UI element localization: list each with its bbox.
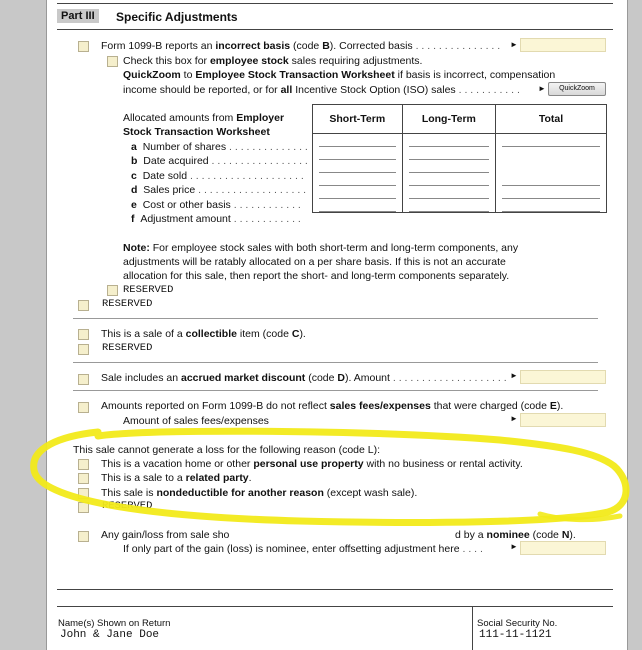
table-row — [313, 147, 607, 160]
short-term-cost-field[interactable] — [319, 186, 396, 199]
reserved-label: RESERVED — [102, 342, 153, 354]
long-term-shares-field[interactable] — [409, 134, 489, 147]
sales-fees-checkbox[interactable] — [78, 402, 89, 413]
quickzoom-text-line2: income should be reported, or for all Incentive Stock Option (ISO) sales . . . . . . . . . . . — [123, 84, 520, 96]
quickzoom-button[interactable]: QuickZoom — [548, 82, 606, 96]
form-page — [46, 0, 628, 650]
top-rule — [57, 3, 613, 4]
reserved-checkbox[interactable] — [78, 300, 89, 311]
short-term-shares-field[interactable] — [319, 134, 396, 147]
collectible-checkbox[interactable] — [78, 329, 89, 340]
short-term-adjustment-field[interactable] — [319, 199, 396, 212]
allocated-table — [312, 104, 607, 213]
row-label-b: b Date acquired . . . . . . . . . . . . . . . . . — [131, 155, 308, 167]
nominee-text-end: d by a nominee (code N). — [455, 529, 576, 541]
short-term-price-field[interactable] — [319, 173, 396, 186]
nominee-checkbox[interactable] — [78, 531, 89, 542]
long-term-price-field[interactable] — [409, 173, 489, 186]
col-total: Total — [496, 105, 607, 134]
table-row — [313, 199, 607, 213]
arrow-icon: ► — [510, 371, 518, 380]
part-rule — [57, 29, 613, 30]
allocated-title-line1: Allocated amounts from Employer — [123, 112, 285, 124]
long-term-adjustment-field[interactable] — [409, 199, 489, 212]
nondeductible-text: This sale is nondeductible for another reason (except wash sale). — [101, 487, 418, 499]
incorrect-basis-checkbox[interactable] — [78, 41, 89, 52]
ssn-value[interactable]: 111-11-1121 — [479, 629, 552, 641]
total-cost-field[interactable] — [502, 186, 600, 199]
long-term-cost-field[interactable] — [409, 186, 489, 199]
table-row — [313, 173, 607, 186]
divider — [57, 606, 613, 607]
col-short-term: Short-Term — [313, 105, 403, 134]
personal-use-text: This is a vacation home or other personal use property with no business or rental activity. — [101, 458, 523, 470]
row-label-a: a Number of shares . . . . . . . . . . . . . . — [131, 141, 308, 153]
part-label: Part III — [57, 9, 99, 23]
reserved-label: RESERVED — [102, 500, 153, 512]
employee-stock-checkbox[interactable] — [107, 56, 118, 67]
row-label-d: d Sales price . . . . . . . . . . . . . . . . . . . — [131, 184, 307, 196]
related-party-text: This is a sale to a related party. — [101, 472, 252, 484]
incorrect-basis-text: Form 1099-B reports an incorrect basis (code B). Corrected basis . . . . . . . . . . . . . . . — [101, 40, 501, 52]
long-term-sold-field[interactable] — [409, 160, 489, 173]
allocated-title-line2: Stock Transaction Worksheet — [123, 126, 270, 138]
total-shares-field[interactable] — [502, 134, 600, 147]
row-label-c: c Date sold . . . . . . . . . . . . . . . . . . . . — [131, 170, 304, 182]
divider — [73, 390, 598, 391]
corrected-basis-field[interactable] — [520, 38, 606, 52]
sales-fees-text: Amounts reported on Form 1099-B do not reflect sales fees/expenses that were charged (code E). — [101, 400, 564, 412]
sales-fees-amount-label: Amount of sales fees/expenses — [123, 415, 269, 427]
loss-reason-title: This sale cannot generate a loss for the following reason (code L): — [73, 444, 381, 456]
market-discount-amount-field[interactable] — [520, 370, 606, 384]
arrow-icon: ► — [510, 542, 518, 551]
quickzoom-text-line1: QuickZoom to Employee Stock Transaction Worksheet if basis is incorrect, compensation — [123, 69, 556, 81]
related-party-checkbox[interactable] — [78, 473, 89, 484]
nominee-adjustment-label: If only part of the gain (loss) is nominee, enter offsetting adjustment here . . . . — [123, 543, 483, 555]
note-line3: allocation for this sale, then report the short- and long-term components separately. — [123, 270, 510, 282]
long-term-acquired-field[interactable] — [409, 147, 489, 160]
ssn-label: Social Security No. — [477, 618, 558, 629]
note-line2: adjustments will be ratably allocated on a per share basis. If this is not an accurate — [123, 256, 506, 268]
short-term-acquired-field[interactable] — [319, 147, 396, 160]
reserved-checkbox[interactable] — [107, 285, 118, 296]
market-discount-checkbox[interactable] — [78, 374, 89, 385]
reserved-checkbox[interactable] — [78, 344, 89, 355]
reserved-label: RESERVED — [123, 284, 174, 296]
table-row — [313, 186, 607, 199]
arrow-icon: ► — [538, 84, 546, 93]
row-label-e: e Cost or other basis . . . . . . . . . . . . — [131, 199, 301, 211]
names-value[interactable]: John & Jane Doe — [60, 629, 160, 641]
col-long-term: Long-Term — [402, 105, 495, 134]
note-line1: Note: For employee stock sales with both short-term and long-term components, any — [123, 242, 519, 254]
reserved-label: RESERVED — [102, 298, 153, 310]
total-price-field[interactable] — [502, 173, 600, 186]
personal-use-checkbox[interactable] — [78, 459, 89, 470]
reserved-checkbox[interactable] — [78, 502, 89, 513]
nominee-text: Any gain/loss from sale sho — [101, 529, 230, 541]
divider — [57, 589, 613, 590]
arrow-icon: ► — [510, 40, 518, 49]
collectible-text: This is a sale of a collectible item (code C). — [101, 328, 306, 340]
arrow-icon: ► — [510, 414, 518, 423]
sales-fees-amount-field[interactable] — [520, 413, 606, 427]
short-term-sold-field[interactable] — [319, 160, 396, 173]
names-label: Name(s) Shown on Return — [58, 618, 171, 629]
market-discount-text: Sale includes an accrued market discount (code D). Amount . . . . . . . . . . . . . . . . . . . . — [101, 372, 507, 384]
table-row — [313, 160, 607, 173]
nominee-adjustment-field[interactable] — [520, 541, 606, 555]
divider — [73, 362, 598, 363]
row-label-f: f Adjustment amount . . . . . . . . . . . . — [131, 213, 301, 225]
part-title: Specific Adjustments — [116, 10, 238, 24]
footer-divider — [472, 607, 473, 650]
divider — [73, 318, 598, 319]
table-row — [313, 134, 607, 148]
nondeductible-checkbox[interactable] — [78, 488, 89, 499]
employee-stock-text: Check this box for employee stock sales requiring adjustments. — [123, 55, 423, 67]
total-adjustment-field[interactable] — [502, 199, 600, 212]
